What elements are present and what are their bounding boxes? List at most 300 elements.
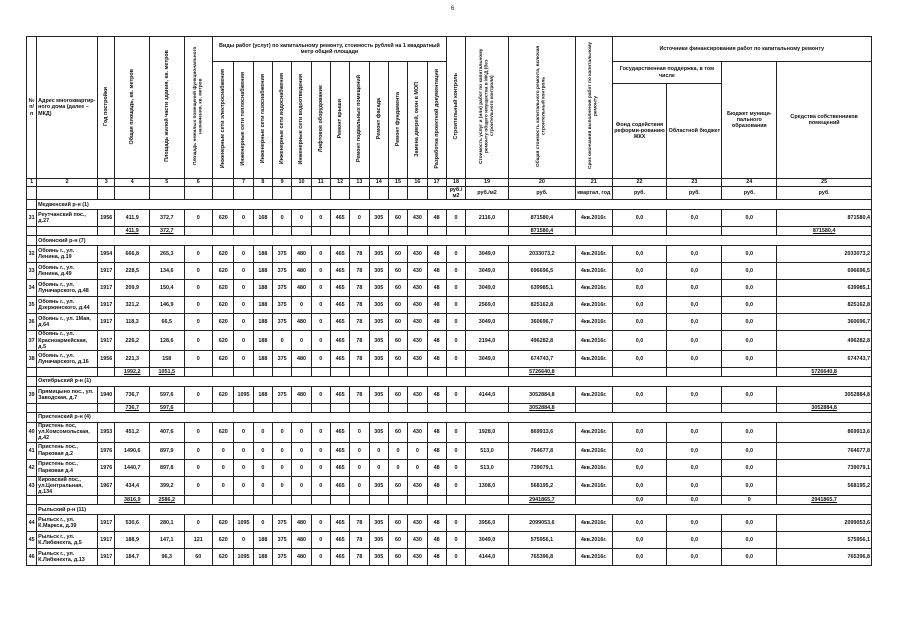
row-work-cost: 1095 — [234, 515, 253, 532]
unit-fund: руб. — [612, 187, 667, 200]
row-work-cost: 620 — [213, 210, 234, 227]
column-number: 22 — [612, 179, 667, 187]
row-work-cost: 0 — [350, 442, 369, 459]
cell-blank — [213, 368, 234, 377]
cell-blank — [388, 496, 407, 505]
column-number — [213, 179, 234, 187]
row-work-cost: 375 — [273, 351, 292, 368]
row-work-cost: 465 — [330, 331, 349, 351]
row-work-cost: 0 — [234, 314, 253, 331]
row-deadline: 4кв.2016г. — [575, 423, 612, 443]
row-work-cost: 465 — [330, 532, 349, 549]
cell-blank — [575, 368, 612, 377]
row-work-cost: 0 — [213, 459, 234, 476]
row-work-cost: 60 — [388, 314, 407, 331]
row-work-cost: 60 — [388, 476, 407, 496]
row-work-cost: 0 — [388, 442, 407, 459]
row-work-cost: 465 — [330, 351, 349, 368]
column-number: 1 — [27, 179, 37, 187]
row-area-living: 66,5 — [150, 314, 185, 331]
row-owners: 696696,5 — [777, 263, 872, 280]
row-work-cost: 0 — [273, 210, 292, 227]
cell-blank — [466, 368, 509, 377]
total-owners: 871580,4 — [777, 227, 872, 236]
row-deadline: 4кв.2016г. — [575, 351, 612, 368]
cell-blank — [98, 496, 115, 505]
header-work-6: Ремонт крыши — [330, 62, 349, 179]
cell-blank — [722, 227, 777, 236]
row-fund: 0,0 — [612, 331, 667, 351]
header-works-group: Виды работ (услуг) по капитальному ремонту, стоимость рублей на 1 квадратный метр общей площади — [213, 37, 447, 62]
row-work-cost: 48 — [427, 515, 446, 532]
column-number: 18 — [446, 179, 465, 187]
row-cost-total: 674743,7 — [508, 351, 575, 368]
row-deadline: 4кв.2016г. — [575, 387, 612, 404]
row-work-cost: 0 — [234, 423, 253, 443]
row-cost-total: 575956,1 — [508, 532, 575, 549]
row-number: 33 — [27, 263, 37, 280]
row-work-cost: 0 — [253, 423, 272, 443]
row-regional: 0,0 — [667, 314, 722, 331]
cell-blank — [408, 227, 427, 236]
row-control: 0 — [446, 246, 465, 263]
cell-blank — [466, 227, 509, 236]
cell-blank — [388, 404, 407, 413]
row-regional: 0,0 — [667, 515, 722, 532]
cell-blank — [311, 368, 330, 377]
row-fund: 0,0 — [612, 476, 667, 496]
row-area-living: 372,7 — [150, 210, 185, 227]
row-work-cost: 188 — [253, 280, 272, 297]
column-number: 9 — [273, 179, 292, 187]
column-number: 25 — [777, 179, 872, 187]
table-row — [27, 331, 872, 351]
row-work-cost: 0 — [311, 549, 330, 566]
row-work-cost: 0 — [350, 476, 369, 496]
row-cost-total: 871580,4 — [508, 210, 575, 227]
row-area-total: 226,2 — [115, 331, 150, 351]
row-work-cost: 430 — [408, 297, 427, 314]
row-control: 0 — [446, 387, 465, 404]
header-funding-group: Источники финансирования работ по капитальному ремонту — [612, 37, 871, 62]
row-area-nonliving: 0 — [184, 442, 212, 459]
cell-blank — [273, 368, 292, 377]
cell-blank — [98, 368, 115, 377]
total-area: 1992,2 — [115, 368, 150, 377]
row-municipal: 0,0 — [722, 280, 777, 297]
row-work-cost: 375 — [273, 297, 292, 314]
row-number: 44 — [27, 515, 37, 532]
row-area-total: 434,4 — [115, 476, 150, 496]
row-owners: 765396,8 — [777, 549, 872, 566]
row-work-cost: 188 — [253, 297, 272, 314]
row-work-cost: 465 — [330, 314, 349, 331]
row-work-cost: 430 — [408, 280, 427, 297]
row-work-cost: 0 — [253, 442, 272, 459]
row-fund: 0,0 — [612, 442, 667, 459]
cell-blank — [575, 496, 612, 505]
row-address: Пристень пос., Парковая д.4 — [37, 459, 98, 476]
row-regional: 0,0 — [667, 351, 722, 368]
row-area-total: 1490,6 — [115, 442, 150, 459]
row-work-cost: 620 — [213, 532, 234, 549]
row-municipal: 0,0 — [722, 314, 777, 331]
row-year: 1917 — [98, 331, 115, 351]
row-work-cost: 48 — [427, 351, 446, 368]
row-control: 0 — [446, 314, 465, 331]
row-municipal: 0,0 — [722, 210, 777, 227]
row-work-cost: 0 — [311, 423, 330, 443]
table-row — [27, 263, 872, 280]
total-owners: 2941865,7 — [777, 496, 872, 505]
row-work-cost: 188 — [253, 532, 272, 549]
district-row — [27, 236, 872, 246]
unit-owners: руб. — [777, 187, 872, 200]
table-row — [27, 549, 872, 566]
row-area-total: 736,7 — [115, 387, 150, 404]
row-work-cost: 430 — [408, 423, 427, 443]
row-work-cost: 305 — [369, 246, 388, 263]
row-regional: 0,0 — [667, 532, 722, 549]
row-control: 0 — [446, 263, 465, 280]
column-number: 8 — [253, 179, 272, 187]
row-work-cost: 375 — [273, 515, 292, 532]
row-work-cost: 78 — [350, 297, 369, 314]
row-work-cost: 480 — [292, 351, 311, 368]
row-control: 0 — [446, 532, 465, 549]
row-work-cost: 305 — [369, 423, 388, 443]
row-work-cost: 0 — [311, 246, 330, 263]
row-address: Обоянь г., ул. Ленина, д.19 — [37, 246, 98, 263]
row-work-cost: 480 — [292, 263, 311, 280]
row-work-cost: 620 — [213, 314, 234, 331]
cell-blank — [292, 368, 311, 377]
row-area-nonliving: 0 — [184, 297, 212, 314]
row-deadline: 4кв.2016г. — [575, 263, 612, 280]
row-area-total: 1440,7 — [115, 459, 150, 476]
row-work-cost: 0 — [408, 442, 427, 459]
row-municipal: 0,0 — [722, 515, 777, 532]
cell-blank — [184, 227, 212, 236]
column-number: 14 — [369, 179, 388, 187]
row-area-living: 280,1 — [150, 515, 185, 532]
header-work-9: Ремонт фундамента — [388, 62, 407, 179]
row-municipal: 0,0 — [722, 331, 777, 351]
row-fund: 0,0 — [612, 549, 667, 566]
row-work-cost: 48 — [427, 210, 446, 227]
row-work-cost: 430 — [408, 331, 427, 351]
cell-blank — [612, 227, 667, 236]
district-total-row — [27, 404, 872, 413]
cell-blank — [466, 404, 509, 413]
row-work-cost: 620 — [213, 515, 234, 532]
row-work-cost: 48 — [427, 387, 446, 404]
row-cost-per-m2: 3049,0 — [466, 280, 509, 297]
row-address: Обоянь г., ул. 1Мая, д.64 — [37, 314, 98, 331]
row-work-cost: 430 — [408, 476, 427, 496]
row-work-cost: 0 — [234, 459, 253, 476]
row-work-cost: 0 — [234, 280, 253, 297]
row-year: 1917 — [98, 280, 115, 297]
cell-blank — [466, 496, 509, 505]
row-year: 1976 — [98, 459, 115, 476]
cell-blank — [27, 227, 37, 236]
row-area-nonliving: 0 — [184, 263, 212, 280]
row-fund: 0,0 — [612, 423, 667, 443]
column-number: 7 — [234, 179, 253, 187]
row-address: Обоянь г., ул. Красноармейская, д.5 — [37, 331, 98, 351]
row-work-cost: 465 — [330, 280, 349, 297]
row-work-cost: 465 — [330, 297, 349, 314]
row-work-cost: 0 — [273, 423, 292, 443]
cell-blank — [27, 505, 37, 515]
total-owners: 3052884,8 — [777, 404, 872, 413]
row-deadline: 4кв.2016г. — [575, 442, 612, 459]
row-owners: 2099053,6 — [777, 515, 872, 532]
cell-blank — [369, 404, 388, 413]
cell-blank — [27, 404, 37, 413]
row-regional: 0,0 — [667, 549, 722, 566]
cell-blank — [184, 404, 212, 413]
column-number: 12 — [330, 179, 349, 187]
row-number: 45 — [27, 532, 37, 549]
row-work-cost: 375 — [273, 246, 292, 263]
header-fund: Фонд содействия реформи-рованию ЖКХ — [612, 84, 667, 179]
row-work-cost: 0 — [311, 515, 330, 532]
row-area-nonliving: 0 — [184, 210, 212, 227]
row-address: Кировский пос., ул.Центральная, д.134 — [37, 476, 98, 496]
row-work-cost: 0 — [292, 459, 311, 476]
row-work-cost: 60 — [388, 331, 407, 351]
row-work-cost: 0 — [350, 459, 369, 476]
cell-blank — [213, 227, 234, 236]
repair-program-table — [26, 36, 872, 566]
row-work-cost: 0 — [292, 210, 311, 227]
row-number: 32 — [27, 246, 37, 263]
cell-blank — [427, 227, 446, 236]
table-row — [27, 476, 872, 496]
row-number: 35 — [27, 297, 37, 314]
row-work-cost: 48 — [427, 549, 446, 566]
row-control: 0 — [446, 442, 465, 459]
total-regional: 0,0 — [667, 496, 722, 505]
header-municipal: Бюджет муници-пального образования — [722, 62, 777, 179]
table-row — [27, 515, 872, 532]
row-municipal: 0,0 — [722, 442, 777, 459]
column-number: 17 — [427, 179, 446, 187]
row-area-living: 158 — [150, 351, 185, 368]
row-area-nonliving: 0 — [184, 423, 212, 443]
column-number: 24 — [722, 179, 777, 187]
row-area-nonliving: 0 — [184, 387, 212, 404]
row-area-total: 666,8 — [115, 246, 150, 263]
row-cost-per-m2: 3049,0 — [466, 351, 509, 368]
row-deadline: 4кв.2016г. — [575, 297, 612, 314]
district-label: Рыльский р-н (11) — [37, 505, 872, 515]
row-work-cost: 60 — [388, 515, 407, 532]
row-work-cost: 305 — [369, 532, 388, 549]
row-work-cost: 0 — [311, 263, 330, 280]
column-number: 4 — [115, 179, 150, 187]
row-year: 1917 — [98, 314, 115, 331]
row-address: Реутчанский пос., д.27 — [37, 210, 98, 227]
row-work-cost: 78 — [350, 351, 369, 368]
row-area-living: 146,9 — [150, 297, 185, 314]
row-deadline: 4кв.2016г. — [575, 549, 612, 566]
row-cost-per-m2: 1308,0 — [466, 476, 509, 496]
row-cost-total: 360696,7 — [508, 314, 575, 331]
row-number: 43 — [27, 476, 37, 496]
header-work-11: Разработка проектной документации — [427, 62, 446, 179]
row-work-cost: 0 — [311, 532, 330, 549]
column-number-row — [27, 179, 872, 187]
row-work-cost: 620 — [213, 246, 234, 263]
row-work-cost: 0 — [388, 459, 407, 476]
cell-blank — [311, 496, 330, 505]
row-work-cost: 0 — [234, 476, 253, 496]
row-work-cost: 305 — [369, 549, 388, 566]
total-cost: 3052884,8 — [508, 404, 575, 413]
row-work-cost: 0 — [350, 423, 369, 443]
row-area-living: 128,6 — [150, 331, 185, 351]
row-work-cost: 0 — [311, 314, 330, 331]
row-area-living: 407,6 — [150, 423, 185, 443]
header-work-5: Лифтовое оборудование — [311, 62, 330, 179]
cell-blank — [575, 227, 612, 236]
row-regional: 0,0 — [667, 280, 722, 297]
row-year: 1956 — [98, 210, 115, 227]
row-area-living: 265,3 — [150, 246, 185, 263]
row-work-cost: 78 — [350, 246, 369, 263]
row-address: Пристень пос, ул.Комсомольская, д.42 — [37, 423, 98, 443]
row-work-cost: 0 — [234, 351, 253, 368]
row-area-nonliving: 0 — [184, 246, 212, 263]
row-area-nonliving: 0 — [184, 280, 212, 297]
row-work-cost: 78 — [350, 549, 369, 566]
row-regional: 0,0 — [667, 459, 722, 476]
row-area-nonliving: 0 — [184, 314, 212, 331]
row-work-cost: 430 — [408, 210, 427, 227]
row-year: 1917 — [98, 515, 115, 532]
row-work-cost: 0 — [234, 532, 253, 549]
cell-blank — [234, 227, 253, 236]
row-fund: 0,0 — [612, 263, 667, 280]
row-municipal: 0,0 — [722, 423, 777, 443]
row-control: 0 — [446, 331, 465, 351]
row-area-nonliving: 0 — [184, 476, 212, 496]
row-number: 39 — [27, 387, 37, 404]
table-body — [27, 179, 872, 566]
row-year: 1917 — [98, 297, 115, 314]
row-work-cost: 305 — [369, 297, 388, 314]
row-address: Рыльск г., ул. К.Маркса, д.39 — [37, 515, 98, 532]
row-work-cost: 430 — [408, 314, 427, 331]
district-label: Пристенский р-н (4) — [37, 413, 872, 423]
row-work-cost: 465 — [330, 210, 349, 227]
header-work-7: Ремонт подвальных помещений — [350, 62, 369, 179]
total-cost: 5726640,8 — [508, 368, 575, 377]
row-area-nonliving: 0 — [184, 351, 212, 368]
table-row — [27, 532, 872, 549]
row-regional: 0,0 — [667, 246, 722, 263]
row-municipal: 0,0 — [722, 246, 777, 263]
row-work-cost: 0 — [311, 476, 330, 496]
row-work-cost: 465 — [330, 476, 349, 496]
header-area-total: Общая площадь, кв. метров — [115, 37, 150, 179]
row-fund: 0,0 — [612, 314, 667, 331]
row-owners: 360696,7 — [777, 314, 872, 331]
row-work-cost: 305 — [369, 515, 388, 532]
row-owners: 764677,8 — [777, 442, 872, 459]
district-total-row — [27, 227, 872, 236]
row-owners: 871580,4 — [777, 210, 872, 227]
row-work-cost: 60 — [388, 210, 407, 227]
cell-blank — [667, 368, 722, 377]
row-address: Обоянь г., ул. Луначарского, д.16 — [37, 351, 98, 368]
cell-blank — [408, 368, 427, 377]
header-work-0: Инженерные сети электроснабжения — [213, 62, 234, 179]
row-area-living: 150,4 — [150, 280, 185, 297]
row-cost-per-m2: 513,0 — [466, 442, 509, 459]
row-work-cost: 465 — [330, 387, 349, 404]
row-work-cost: 430 — [408, 246, 427, 263]
row-municipal: 0,0 — [722, 351, 777, 368]
row-work-cost: 480 — [292, 532, 311, 549]
row-work-cost: 620 — [213, 297, 234, 314]
total-area: 411,9 — [115, 227, 150, 236]
cell-blank — [446, 227, 465, 236]
row-work-cost: 0 — [234, 246, 253, 263]
row-work-cost: 60 — [388, 549, 407, 566]
header-no: № п/п — [27, 37, 37, 179]
cell-blank — [667, 227, 722, 236]
column-number: 5 — [150, 179, 185, 187]
row-work-cost: 465 — [330, 423, 349, 443]
row-cost-total: 765396,8 — [508, 549, 575, 566]
cell-blank — [446, 496, 465, 505]
row-owners: 568195,2 — [777, 476, 872, 496]
cell-blank — [330, 496, 349, 505]
row-municipal: 0,0 — [722, 297, 777, 314]
district-row — [27, 505, 872, 515]
table-row — [27, 297, 872, 314]
total-municipal: 0 — [722, 496, 777, 505]
row-work-cost: 305 — [369, 351, 388, 368]
cell-blank — [350, 404, 369, 413]
row-cost-total: 739079,1 — [508, 459, 575, 476]
row-work-cost: 60 — [388, 246, 407, 263]
row-control: 0 — [446, 280, 465, 297]
cell-blank — [369, 368, 388, 377]
row-area-total: 228,5 — [115, 263, 150, 280]
column-number: 20 — [508, 179, 575, 187]
row-number: 31 — [27, 210, 37, 227]
row-work-cost: 0 — [292, 297, 311, 314]
row-work-cost: 48 — [427, 442, 446, 459]
row-work-cost: 0 — [292, 423, 311, 443]
row-work-cost: 0 — [213, 442, 234, 459]
row-work-cost: 430 — [408, 515, 427, 532]
row-cost-per-m2: 513,0 — [466, 459, 509, 476]
row-deadline: 4кв.2016г. — [575, 532, 612, 549]
row-work-cost: 430 — [408, 351, 427, 368]
row-control: 0 — [446, 476, 465, 496]
row-fund: 0,0 — [612, 532, 667, 549]
row-work-cost: 375 — [273, 387, 292, 404]
column-number: 6 — [184, 179, 212, 187]
row-owners: 2033073,2 — [777, 246, 872, 263]
row-work-cost: 430 — [408, 387, 427, 404]
